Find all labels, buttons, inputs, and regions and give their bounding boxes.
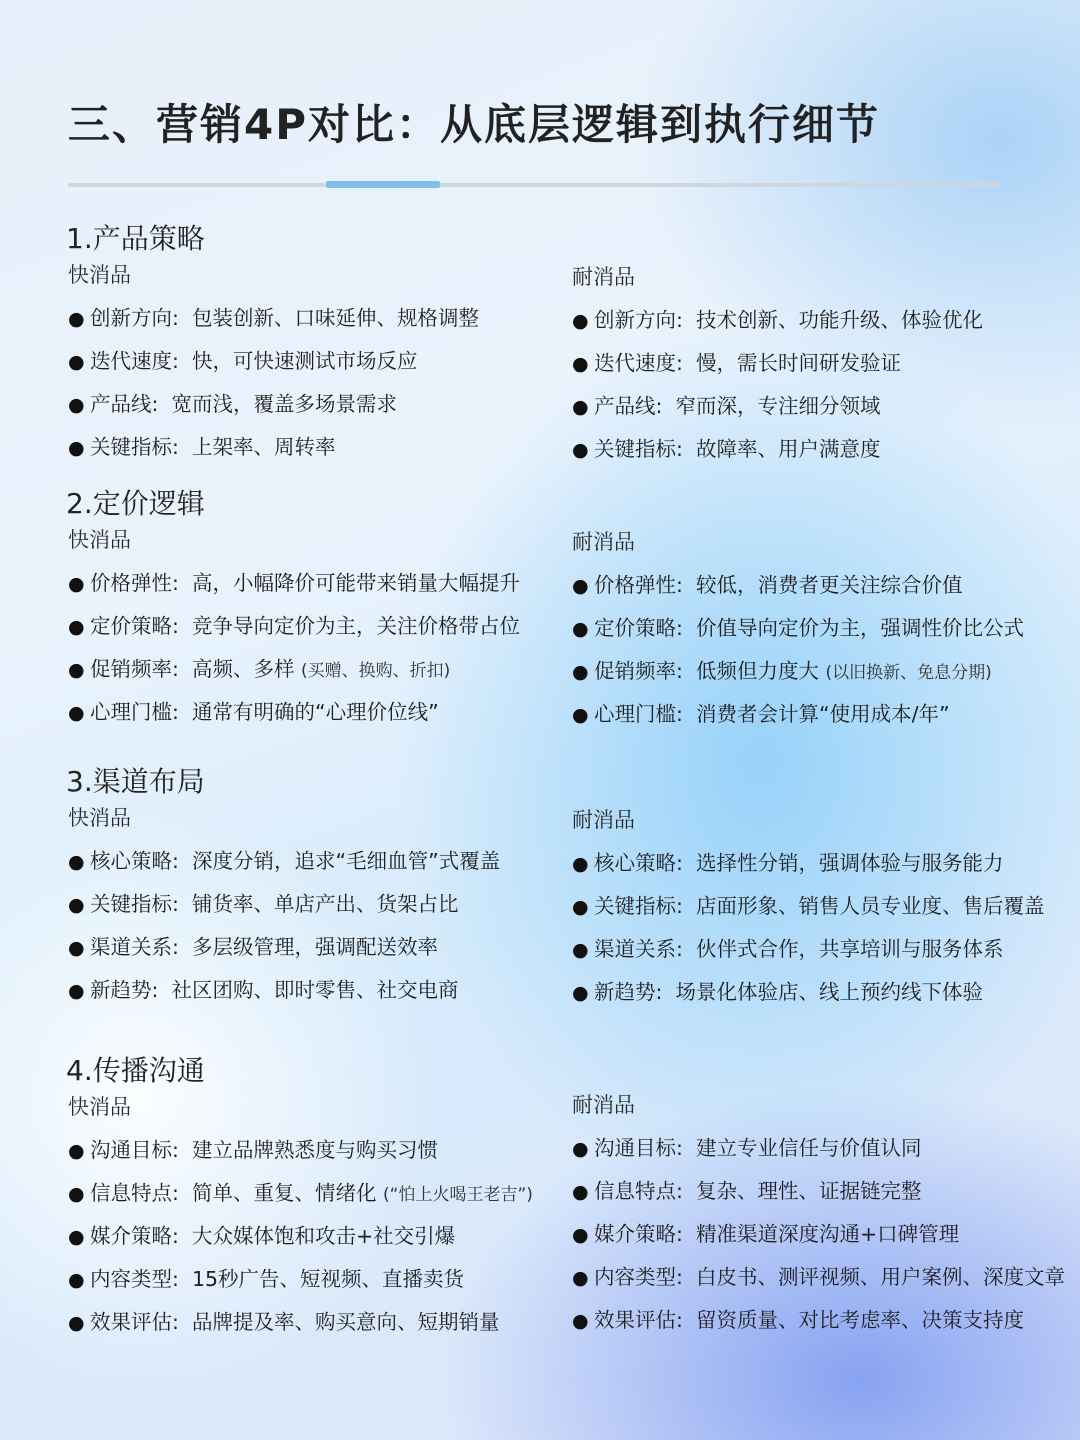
durables-column xyxy=(572,528,1072,743)
item-note: (买赠、换购、折扣) xyxy=(301,661,451,681)
list-item xyxy=(68,433,548,476)
list-item xyxy=(572,306,1072,349)
bullet-icon: ● xyxy=(68,1269,85,1291)
item-label: 效果评估: xyxy=(594,1308,683,1332)
item-text: 故障率、用户满意度 xyxy=(695,437,881,461)
item-text: 复杂、理性、证据链完整 xyxy=(695,1179,922,1203)
list-item xyxy=(572,849,1072,892)
fmcg-column xyxy=(68,804,548,1019)
list-item xyxy=(68,1136,548,1179)
item-label: 核心策略: xyxy=(90,849,179,873)
item-text: 白皮书、测评视频、用户案例、深度文章 xyxy=(695,1265,1065,1289)
bullet-icon: ● xyxy=(68,394,85,416)
list-item xyxy=(68,1222,548,1265)
item-label: 关键指标: xyxy=(90,892,179,916)
item-label: 关键指标: xyxy=(594,437,683,461)
item-text: 精准渠道深度沟通+口碑管理 xyxy=(695,1222,960,1246)
item-text: 选择性分销，强调体验与服务能力 xyxy=(695,851,1004,875)
section-heading: 3.渠道布局 xyxy=(66,765,205,798)
item-text: 铺货率、单店产出、货架占比 xyxy=(191,892,459,916)
item-label: 产品线: xyxy=(594,394,663,418)
item-label: 心理门槛: xyxy=(90,700,179,724)
item-label: 价格弹性: xyxy=(594,573,683,597)
list-item xyxy=(68,1265,548,1308)
fmcg-column xyxy=(68,261,548,476)
item-label: 效果评估: xyxy=(90,1310,179,1334)
item-label: 促销频率: xyxy=(90,657,179,681)
list-item xyxy=(572,935,1072,978)
bullet-icon: ● xyxy=(572,439,589,461)
bullet-icon: ● xyxy=(68,437,85,459)
item-label: 迭代速度: xyxy=(90,349,179,373)
list-item xyxy=(68,976,548,1019)
item-label: 定价策略: xyxy=(90,614,179,638)
bullet-icon: ● xyxy=(572,661,589,683)
durables-column xyxy=(572,263,1072,478)
item-text: 简单、重复、情绪化 xyxy=(191,1181,377,1205)
bullet-icon: ● xyxy=(68,616,85,638)
bullet-icon: ● xyxy=(68,702,85,724)
list-item xyxy=(572,892,1072,935)
column-title: 快消品 xyxy=(68,1095,131,1119)
column-title: 耐消品 xyxy=(572,808,635,832)
list-item xyxy=(572,1177,1072,1220)
section-heading: 2.定价逻辑 xyxy=(66,487,205,520)
bullet-icon: ● xyxy=(572,1310,589,1332)
item-label: 沟通目标: xyxy=(594,1136,683,1160)
item-label: 渠道关系: xyxy=(90,935,179,959)
item-label: 核心策略: xyxy=(594,851,683,875)
list-item xyxy=(572,1306,1072,1349)
item-text: 宽而浅，覆盖多场景需求 xyxy=(171,392,397,416)
item-label: 关键指标: xyxy=(594,894,683,918)
bullet-icon: ● xyxy=(572,853,589,875)
item-text: 大众媒体饱和攻击+社交引爆 xyxy=(191,1224,456,1248)
bullet-icon: ● xyxy=(572,310,589,332)
column-title: 快消品 xyxy=(68,806,131,830)
title-divider xyxy=(68,183,1000,187)
bullet-icon: ● xyxy=(572,1224,589,1246)
item-text: 留资质量、对比考虑率、决策支持度 xyxy=(695,1308,1024,1332)
item-text: 深度分销，追求“毛细血管”式覆盖 xyxy=(191,849,501,873)
item-label: 心理门槛: xyxy=(594,702,683,726)
item-text: 社区团购、即时零售、社交电商 xyxy=(171,978,459,1002)
list-item xyxy=(68,890,548,933)
item-text: 店面形象、销售人员专业度、售后覆盖 xyxy=(695,894,1045,918)
item-text: 通常有明确的“心理价位线” xyxy=(191,700,439,724)
item-text: 上架率、周转率 xyxy=(191,435,336,459)
bullet-icon: ● xyxy=(572,896,589,918)
item-text: 较低，消费者更关注综合价值 xyxy=(695,573,963,597)
item-label: 关键指标: xyxy=(90,435,179,459)
column-title: 耐消品 xyxy=(572,265,635,289)
list-item xyxy=(572,435,1072,478)
list-item xyxy=(68,933,548,976)
item-text: 消费者会计算“使用成本/年” xyxy=(695,702,950,726)
item-text: 竞争导向定价为主，关注价格带占位 xyxy=(191,614,520,638)
item-label: 新趋势: xyxy=(594,980,663,1004)
column-title: 耐消品 xyxy=(572,530,635,554)
item-text: 高频、多样 xyxy=(191,657,295,681)
item-label: 信息特点: xyxy=(90,1181,179,1205)
list-item xyxy=(68,847,548,890)
item-label: 促销频率: xyxy=(594,659,683,683)
bullet-icon: ● xyxy=(68,351,85,373)
item-text: 包装创新、口味延伸、规格调整 xyxy=(191,306,479,330)
list-item xyxy=(68,1179,548,1222)
bullet-icon: ● xyxy=(68,308,85,330)
list-item xyxy=(572,1220,1072,1263)
list-item xyxy=(572,614,1072,657)
item-text: 低频但力度大 xyxy=(695,659,819,683)
item-label: 定价策略: xyxy=(594,616,683,640)
item-label: 信息特点: xyxy=(594,1179,683,1203)
item-label: 价格弹性: xyxy=(90,571,179,595)
list-item xyxy=(68,569,548,612)
item-label: 内容类型: xyxy=(594,1265,683,1289)
list-item xyxy=(572,349,1072,392)
bullet-icon: ● xyxy=(68,1183,85,1205)
list-item xyxy=(68,304,548,347)
item-label: 媒介策略: xyxy=(90,1224,179,1248)
list-item xyxy=(572,571,1072,614)
section-heading: 1.产品策略 xyxy=(66,222,205,255)
list-item xyxy=(572,700,1072,743)
bullet-icon: ● xyxy=(68,851,85,873)
bullet-icon: ● xyxy=(68,1226,85,1248)
item-note: (“怕上火喝王老吉”) xyxy=(383,1185,533,1205)
item-text: 场景化体验店、线上预约线下体验 xyxy=(675,980,983,1004)
durables-column xyxy=(572,806,1072,1021)
item-label: 创新方向: xyxy=(594,308,683,332)
fmcg-column xyxy=(68,1093,548,1351)
list-item xyxy=(68,655,548,698)
item-text: 价值导向定价为主，强调性价比公式 xyxy=(695,616,1024,640)
item-text: 多层级管理，强调配送效率 xyxy=(191,935,438,959)
item-text: 慢，需长时间研发验证 xyxy=(695,351,901,375)
item-label: 内容类型: xyxy=(90,1267,179,1291)
item-text: 窄而深，专注细分领域 xyxy=(675,394,881,418)
list-item xyxy=(572,392,1072,435)
item-label: 渠道关系: xyxy=(594,937,683,961)
bullet-icon: ● xyxy=(572,618,589,640)
list-item xyxy=(572,978,1072,1021)
item-label: 创新方向: xyxy=(90,306,179,330)
item-text: 伙伴式合作，共享培训与服务体系 xyxy=(695,937,1004,961)
section-heading: 4.传播沟通 xyxy=(66,1054,205,1087)
bullet-icon: ● xyxy=(68,573,85,595)
bullet-icon: ● xyxy=(572,1181,589,1203)
item-text: 建立专业信任与价值认同 xyxy=(695,1136,922,1160)
list-item xyxy=(68,390,548,433)
fmcg-column xyxy=(68,526,548,741)
item-note: (以旧换新、免息分期) xyxy=(825,663,992,683)
divider-accent xyxy=(326,181,440,188)
bullet-icon: ● xyxy=(572,939,589,961)
bullet-icon: ● xyxy=(68,1140,85,1162)
item-text: 高，小幅降价可能带来销量大幅提升 xyxy=(191,571,520,595)
item-label: 迭代速度: xyxy=(594,351,683,375)
item-label: 媒介策略: xyxy=(594,1222,683,1246)
list-item xyxy=(572,657,1072,700)
item-text: 15秒广告、短视频、直播卖货 xyxy=(191,1267,465,1291)
item-label: 产品线: xyxy=(90,392,159,416)
bullet-icon: ● xyxy=(572,704,589,726)
list-item xyxy=(68,347,548,390)
bullet-icon: ● xyxy=(572,575,589,597)
item-text: 快，可快速测试市场反应 xyxy=(191,349,418,373)
bullet-icon: ● xyxy=(68,659,85,681)
bullet-icon: ● xyxy=(68,1312,85,1334)
item-text: 技术创新、功能升级、体验优化 xyxy=(695,308,983,332)
item-label: 沟通目标: xyxy=(90,1138,179,1162)
list-item xyxy=(68,1308,548,1351)
bullet-icon: ● xyxy=(572,396,589,418)
column-title: 快消品 xyxy=(68,263,131,287)
bullet-icon: ● xyxy=(68,937,85,959)
item-text: 建立品牌熟悉度与购买习惯 xyxy=(191,1138,438,1162)
item-label: 新趋势: xyxy=(90,978,159,1002)
bullet-icon: ● xyxy=(572,982,589,1004)
list-item xyxy=(68,698,548,741)
bullet-icon: ● xyxy=(572,1267,589,1289)
bullet-icon: ● xyxy=(68,980,85,1002)
durables-column xyxy=(572,1091,1072,1349)
bullet-icon: ● xyxy=(68,894,85,916)
column-title: 快消品 xyxy=(68,528,131,552)
item-text: 品牌提及率、购买意向、短期销量 xyxy=(191,1310,500,1334)
column-title: 耐消品 xyxy=(572,1093,635,1117)
page-title: 三、营销4P对比：从底层逻辑到执行细节 xyxy=(68,100,881,149)
list-item xyxy=(572,1263,1072,1306)
bullet-icon: ● xyxy=(572,353,589,375)
list-item xyxy=(68,612,548,655)
bullet-icon: ● xyxy=(572,1138,589,1160)
list-item xyxy=(572,1134,1072,1177)
